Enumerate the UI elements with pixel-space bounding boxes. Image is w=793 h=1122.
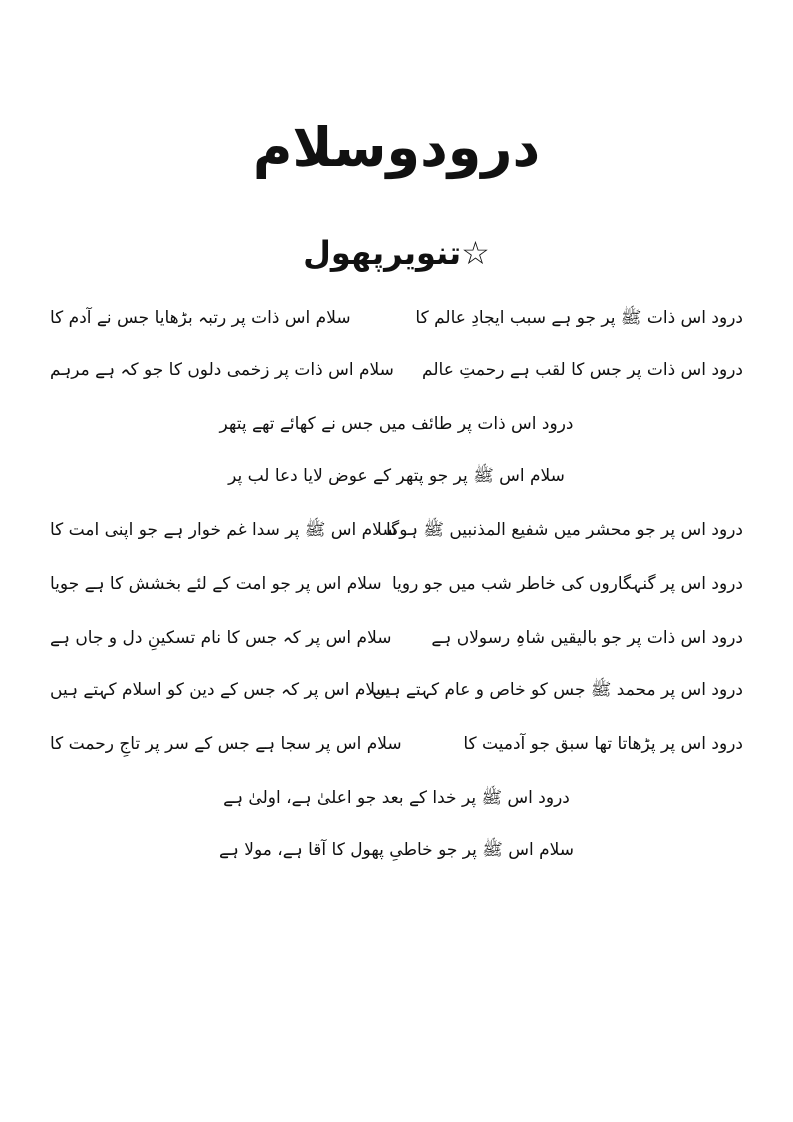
first-hemistich: درود اس ذات پر جو بالیقیں شاہِ رسولاں ہے [431,628,743,648]
couplet-row-7 [50,724,743,764]
couplet-row-6 [50,670,743,710]
centered-verse-1a: درود اس ذات پر طائف میں جس نے کھائے تھے پتھر [219,414,574,434]
second-hemistich: سلام اس ذات پر زخمی دلوں کا جو کہ ہے مرہم [50,360,394,380]
first-hemistich: درود اس ذات پر جس کا لقب ہے رحمتِ عالم [422,360,743,380]
second-hemistich: سلام اس پر کہ جس کا نام تسکینِ دل و جاں ہے [50,628,392,648]
first-hemistich: درود اس پر محمد ﷺ جس کو خاص و عام کہتے ہیں [372,680,743,700]
poet-name: ☆تنویرپھول [303,234,490,272]
first-hemistich: درود اس پر پڑھاتا تھا سبق جو آدمیت کا [463,734,743,754]
second-hemistich: سلام اس پر جو امت کے لئے بخشش کا ہے جویا [50,574,382,594]
couplet-row-4 [50,564,743,604]
second-hemistich: سلام اس پر کہ جس کے دین کو اسلام کہتے ہیں [50,680,390,700]
second-hemistich: سلام اس ﷺ پر سدا غم خوار ہے جو اپنی امت کا [50,520,397,540]
couplet-row-1 [50,298,743,338]
centered-verse-2b: سلام اس ﷺ پر جو خاطیِ پھول کا آقا ہے، مولا ہے [218,840,575,860]
poem-title: درودوسلام [252,116,541,179]
couplet-row-3 [50,510,743,550]
couplet-row-5 [50,618,743,658]
first-hemistich: درود اس ذات ﷺ پر جو ہے سبب ایجادِ عالم کا [415,308,743,328]
centered-verse-1b: سلام اس ﷺ پر جو پتھر کے عوض لایا دعا لب پر [228,466,565,486]
couplet-row-2 [50,350,743,390]
first-hemistich: درود اس پر جو محشر میں شفیع المذنبیں ﷺ ہوگا [385,520,743,540]
second-hemistich: سلام اس پر سجا ہے جس کے سر پر تاجِ رحمت کا [50,734,402,754]
centered-verse-2a: درود اس ﷺ پر خدا کے بعد جو اعلیٰ ہے، اولیٰ ہے [223,788,570,808]
first-hemistich: درود اس پر گنہگاروں کی خاطر شب میں جو رویا [391,574,743,594]
second-hemistich: سلام اس ذات پر رتبہ بڑھایا جس نے آدم کا [50,308,351,328]
